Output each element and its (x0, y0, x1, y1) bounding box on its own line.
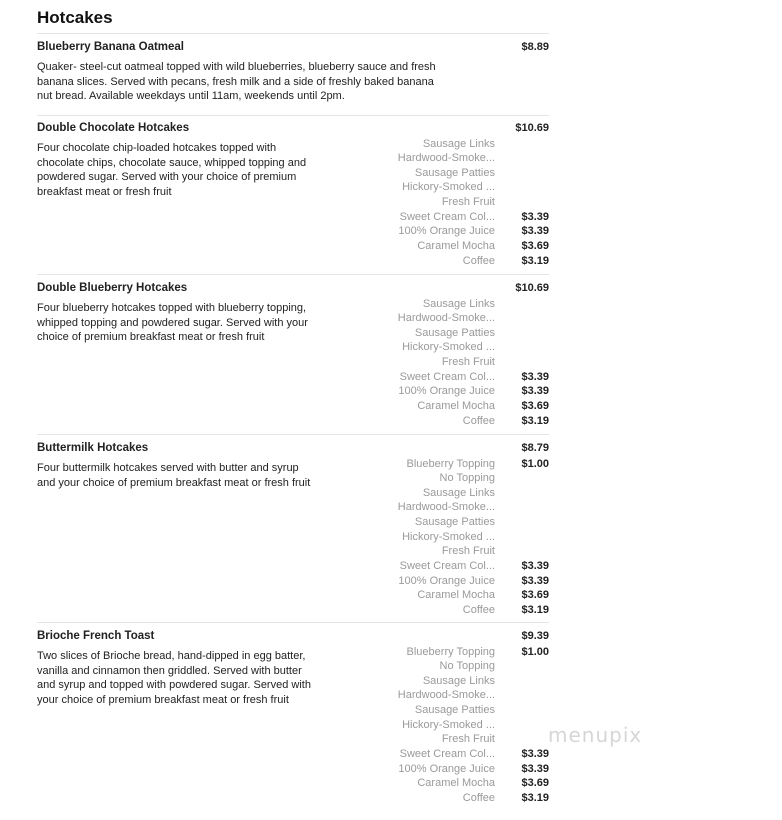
option-label: Hickory-Smoked ... (402, 530, 495, 543)
option-price: $3.69 (521, 777, 549, 790)
option-row[interactable] (329, 371, 549, 386)
menu-item[interactable] (37, 442, 549, 635)
option-label: Hickory-Smoked ... (402, 341, 495, 354)
option-label: Sweet Cream Col... (399, 370, 495, 383)
option-price: $3.39 (521, 762, 549, 775)
option-price: $1.00 (521, 457, 549, 470)
option-row[interactable] (329, 733, 549, 748)
menu-item-price: $8.89 (521, 41, 549, 53)
option-label: Fresh Fruit (441, 356, 495, 369)
option-row[interactable] (329, 748, 549, 763)
option-row[interactable] (329, 575, 549, 590)
option-row[interactable] (329, 589, 549, 604)
option-label: Coffee (462, 792, 495, 804)
option-row[interactable] (329, 341, 549, 356)
option-label: Coffee (462, 604, 495, 616)
option-price: $3.39 (521, 385, 549, 398)
menu-item[interactable] (37, 282, 549, 446)
menu-item-description: Four buttermilk hotcakes served with butter and syrup and your choice of premium breakfast meat or fresh fruit (37, 462, 311, 489)
item-divider (37, 33, 549, 34)
option-price: $3.69 (521, 240, 549, 253)
option-price: $3.39 (521, 560, 549, 573)
option-label: Hickory-Smoked ... (402, 718, 495, 731)
option-row[interactable] (329, 196, 549, 211)
option-row[interactable] (329, 138, 549, 153)
option-row[interactable] (329, 312, 549, 327)
menu-item-name: Double Chocolate Hotcakes (37, 122, 190, 134)
option-price: $3.69 (521, 589, 549, 602)
item-divider (37, 434, 549, 435)
option-label: Caramel Mocha (417, 240, 495, 253)
option-price: $3.39 (521, 370, 549, 383)
option-label: Sausage Links (422, 674, 495, 687)
option-row[interactable] (329, 531, 549, 546)
menu-item[interactable] (37, 41, 549, 132)
option-price: $1.00 (521, 645, 549, 658)
option-row[interactable] (329, 356, 549, 371)
option-row[interactable] (329, 689, 549, 704)
option-row[interactable] (329, 604, 549, 619)
option-row[interactable] (329, 719, 549, 734)
menu-item-price: $9.39 (521, 630, 549, 642)
option-row[interactable] (329, 792, 549, 807)
option-label: Sweet Cream Col... (399, 210, 495, 223)
option-label: Sausage Patties (414, 326, 495, 339)
option-row[interactable] (329, 225, 549, 240)
option-label: Hardwood-Smoke... (397, 312, 495, 325)
option-label: 100% Orange Juice (398, 225, 495, 238)
option-row[interactable] (329, 181, 549, 196)
option-label: Sweet Cream Col... (399, 560, 495, 573)
option-label: 100% Orange Juice (398, 574, 495, 587)
option-label: Hardwood-Smoke... (397, 152, 495, 165)
option-price: $3.19 (521, 792, 549, 804)
option-row[interactable] (329, 211, 549, 226)
menu-item-description: Four blueberry hotcakes topped with blueberry topping, whipped topping and powdered sugar. Served with your choice of premium breakfast meat or fresh fruit (37, 302, 308, 344)
option-price: $3.39 (521, 210, 549, 223)
menu-item-price: $10.69 (515, 282, 549, 294)
option-label: Sausage Patties (414, 166, 495, 179)
option-label: 100% Orange Juice (398, 762, 495, 775)
option-row[interactable] (329, 660, 549, 675)
menu-item-name: Double Blueberry Hotcakes (37, 282, 188, 294)
option-price: $3.19 (521, 604, 549, 616)
option-row[interactable] (329, 327, 549, 342)
watermark-logo: menupix (548, 723, 643, 747)
option-label: Hardwood-Smoke... (397, 689, 495, 702)
option-row[interactable] (329, 255, 549, 270)
option-row[interactable] (329, 152, 549, 167)
option-row[interactable] (329, 415, 549, 430)
menu-item-description: Two slices of Brioche bread, hand-dipped in egg batter, vanilla and cinnamon then griddled. Served with butter and syrup and topped with powdered sugar. Served with your choice of premium breakfast meat or fresh fruit (37, 650, 311, 706)
option-label: Sausage Links (422, 297, 495, 310)
option-row[interactable] (329, 675, 549, 690)
option-row[interactable] (329, 763, 549, 778)
option-label: Coffee (462, 254, 495, 267)
option-row[interactable] (329, 400, 549, 415)
option-label: Coffee (462, 414, 495, 427)
option-label: Sausage Links (422, 486, 495, 499)
option-price: $3.69 (521, 400, 549, 413)
menu-item-name: Blueberry Banana Oatmeal (37, 41, 185, 53)
option-label: Sweet Cream Col... (399, 748, 495, 761)
option-row[interactable] (329, 385, 549, 400)
item-divider (37, 115, 549, 116)
menu-item-price: $10.69 (515, 122, 549, 134)
menu-item-price: $8.79 (521, 442, 549, 454)
option-label: Caramel Mocha (417, 400, 495, 413)
option-label: Blueberry Topping (406, 457, 495, 470)
option-row[interactable] (329, 646, 549, 661)
option-label: No Topping (439, 472, 495, 485)
option-row[interactable] (329, 560, 549, 575)
option-row[interactable] (329, 472, 549, 487)
option-label: Fresh Fruit (441, 733, 495, 746)
option-label: Hardwood-Smoke... (397, 501, 495, 514)
option-label: Sausage Patties (414, 516, 495, 529)
option-label: Blueberry Topping (406, 645, 495, 658)
option-label: Fresh Fruit (441, 196, 495, 209)
menu-item[interactable] (37, 630, 549, 820)
option-price: $3.39 (521, 225, 549, 238)
option-row[interactable] (329, 501, 549, 516)
option-label: No Topping (439, 660, 495, 673)
menu-item-description: Quaker- steel-cut oatmeal topped with wild blueberries, blueberry sauce and fresh banana slices. Served with pecans, fresh milk and a side of freshly baked banana nut bread. Available weekdays until 11am, weekends until 2pm. (37, 61, 436, 103)
option-price: $3.19 (521, 414, 549, 427)
option-row[interactable] (329, 487, 549, 502)
option-label: Caramel Mocha (417, 589, 495, 602)
option-label: Sausage Patties (414, 704, 495, 717)
option-row[interactable] (329, 704, 549, 719)
option-price: $3.39 (521, 748, 549, 761)
option-label: Hickory-Smoked ... (402, 181, 495, 194)
item-divider (37, 622, 549, 623)
option-row[interactable] (329, 516, 549, 531)
menu-item-description: Four chocolate chip-loaded hotcakes topped with chocolate chips, chocolate sauce, whipped topping and powdered sugar. Served with your choice of premium breakfast meat or fresh fruit (37, 142, 307, 198)
option-row[interactable] (329, 240, 549, 255)
option-label: Sausage Links (422, 137, 495, 150)
option-label: Caramel Mocha (417, 777, 495, 790)
menu-item[interactable] (37, 122, 549, 286)
menu-item-name: Brioche French Toast (37, 630, 155, 642)
option-price: $3.19 (521, 254, 549, 267)
option-price: $3.39 (521, 574, 549, 587)
menu-item-name: Buttermilk Hotcakes (37, 442, 149, 454)
option-row[interactable] (329, 458, 549, 473)
option-row[interactable] (329, 167, 549, 182)
item-divider (37, 274, 549, 275)
section-title: Hotcakes (37, 8, 113, 27)
option-row[interactable] (329, 545, 549, 560)
option-row[interactable] (329, 298, 549, 313)
option-label: 100% Orange Juice (398, 385, 495, 398)
option-label: Fresh Fruit (441, 545, 495, 558)
option-row[interactable] (329, 777, 549, 792)
